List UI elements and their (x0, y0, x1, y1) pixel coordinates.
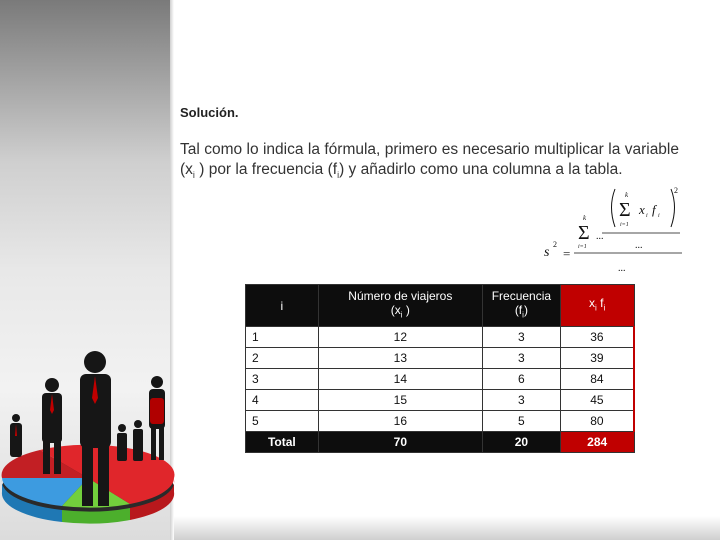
cell-f: 3 (482, 327, 560, 348)
cell-f: 3 (482, 348, 560, 369)
cell-x: 12 (318, 327, 482, 348)
header-num-viajeros: Número de viajeros ($x_i$ ) (318, 285, 482, 327)
svg-text:s: s (544, 245, 550, 260)
svg-text:k: k (625, 191, 629, 199)
table-row (246, 411, 635, 432)
cell-total-f: 20 (482, 432, 560, 453)
svg-text:i=1: i=1 (578, 244, 587, 250)
table-row (246, 369, 635, 390)
svg-text:2: 2 (553, 240, 557, 249)
frequency-table (245, 284, 635, 453)
cell-i: 5 (246, 411, 319, 432)
cell-i: 2 (246, 348, 319, 369)
cell-i: 3 (246, 369, 319, 390)
explanation-paragraph: Tal como lo indica la fórmula, primero es necesario multiplicar la variable ($x_i$ ) por la frecuencia $(f_i)$ y añadirlo como una columna a la tabla. (180, 141, 679, 181)
table-row (246, 390, 635, 411)
cell-x: 15 (318, 390, 482, 411)
cell-f: 5 (482, 411, 560, 432)
svg-text:Σ: Σ (578, 222, 590, 244)
cell-xf: 45 (560, 390, 634, 411)
table-row (246, 348, 635, 369)
variance-formula (540, 183, 690, 278)
cell-total-label: Total (246, 432, 319, 453)
svg-text:i: i (646, 213, 648, 219)
cell-x: 14 (318, 369, 482, 390)
business-people-pie-illustration (0, 340, 180, 540)
cell-xf: 84 (560, 369, 634, 390)
svg-text:...: ... (635, 240, 643, 251)
svg-text:Σ: Σ (619, 199, 631, 221)
table-total-row (246, 432, 635, 453)
cell-f: 3 (482, 390, 560, 411)
cell-xf: 36 (560, 327, 634, 348)
svg-text:k: k (583, 214, 587, 222)
svg-text:2: 2 (674, 186, 678, 195)
svg-text:...: ... (596, 231, 604, 242)
cell-x: 16 (318, 411, 482, 432)
table-row (246, 327, 635, 348)
header-xifi: $x_i$ $f_i$ (560, 285, 634, 327)
cell-xf: 39 (560, 348, 634, 369)
svg-text:x: x (639, 202, 645, 217)
cell-xf: 80 (560, 411, 634, 432)
cell-total-x: 70 (318, 432, 482, 453)
solution-heading: Solución. (180, 105, 239, 120)
cell-x: 13 (318, 348, 482, 369)
cell-i: 1 (246, 327, 319, 348)
cell-i: 4 (246, 390, 319, 411)
cell-f: 6 (482, 369, 560, 390)
header-i: i (246, 285, 319, 327)
svg-text:=: = (563, 246, 571, 261)
table-header-row (246, 285, 635, 327)
bottom-shade (174, 516, 720, 540)
header-frecuencia: Frecuencia $(f_i)$ (482, 285, 560, 327)
svg-text:...: ... (618, 263, 626, 274)
svg-text:i=1: i=1 (620, 222, 629, 228)
cell-total-xf: 284 (560, 432, 634, 453)
svg-text:f: f (652, 202, 656, 217)
svg-text:i: i (658, 213, 660, 219)
